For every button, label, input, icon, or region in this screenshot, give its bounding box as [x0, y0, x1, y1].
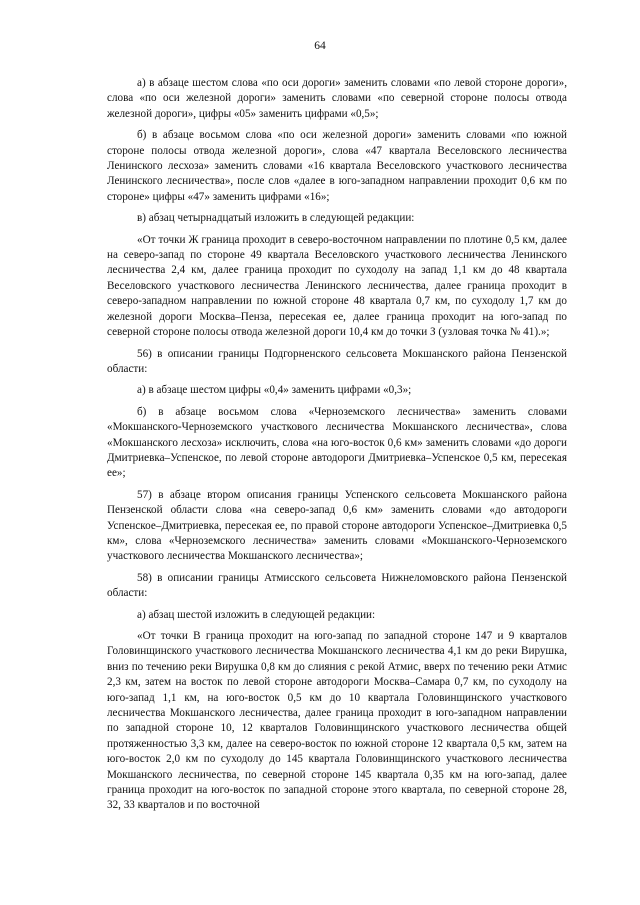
paragraph: а) абзац шестой изложить в следующей редакции:: [137, 608, 376, 621]
paragraph: б) в абзаце восьмом слова «Черноземского лесничества» заменить словами «Мокшанского-Черноземского участкового лесничества Мокшанского лесничества», слова «Мокшанского лесхоза» исключить, слова «на юго-восток 0,6 км» заменить словами «до дороги Дмитриевка–Успенское, по левой стороне автодороги Дмитриевка–Успенское 0,5 км, пересекая ее»;: [107, 405, 567, 480]
page-number: 64: [314, 40, 326, 52]
paragraph: а) в абзаце шестом цифры «0,4» заменить цифрами «0,3»;: [137, 384, 412, 397]
paragraph: 58) в описании границы Атмисского сельсовета Нижнеломовского района Пензенской области:: [107, 571, 567, 600]
paragraph: б) в абзаце восьмом слова «по оси железной дороги» заменить словами «по южной стороне полосы отвода железной дороги», слова «47 квартала Веселовского лесничества Ленинского лесхоза» заменить словами «16 квартала Веселовского участкового лесничества Ленинского лесничества», после слов «далее в юго-западном направлении проходит 0,6 км по стороне» цифры «47» заменить цифрами «16»;: [107, 129, 567, 203]
paragraph: в) абзац четырнадцатый изложить в следующей редакции:: [137, 212, 415, 225]
paragraph: «От точки В граница проходит на юго-запад по западной стороне 147 и 9 кварталов Головинщинского участкового лесничества Мокшанского лесничества 4,1 км до реки Вирушка, вниз по течению реки Вирушка 0,8 км до слияния с рекой Атмис, вверх по течению реки Атмис 2,3 км, затем на восток по левой стороне автодороги Москва–Самара 0,7 км, по суходолу на юго-запад 1,1 км, на юго-восток 0,5 км до 10 квартала Головинщинского участкового лесничества Мокшанского лесничества, далее граница проходит в юго-западном направлении по западной стороне 10, 12 кварталов Головинщинского участкового лесничества общей протяженностью 3,3 км, далее на северо-восток по южной стороне 12 квартала 0,5 км, затем на юго-восток 2,0 км по суходолу до 145 квартала Головинщинского участкового лесничества Мокшанского лесничества, по северной стороне 145 квартала 0,35 км на юго-запад, далее граница проходит на юго-восток по западной стороне этого квартала, по северной стороне 28, 32, 33 кварталов и по восточной: [107, 630, 567, 812]
paragraph: 56) в описании границы Подгорненского сельсовета Мокшанского района Пензенской области:: [107, 347, 567, 375]
document-body: [107, 76, 567, 819]
paragraph: 57) в абзаце втором описания границы Успенского сельсовета Мокшанского района Пензенской области слова «на северо-запад 0,6 км» заменить словами «до автодороги Успенское–Дмитриевка, пересекая ее, по правой стороне автодороги Успенское–Дмитриевка 0,5 км», слова «Черноземского лесничества» заменить словами «Мокшанского-Черноземского участкового лесничества Мокшанского лесничества»;: [107, 488, 567, 563]
paragraph: а) в абзаце шестом слова «по оси дороги» заменить словами «по левой стороне дороги», слова «по оси железной дороги» заменить словами «по северной стороне полосы отвода железной дороги», цифры «05» заменить цифрами «0,5»;: [107, 77, 567, 120]
paragraph: «От точки Ж граница проходит в северо-восточном направлении по плотине 0,5 км, далее на северо-запад по стороне 49 квартала Веселовского участкового лесничества Ленинского лесничества 2,4 км, далее граница проходит по суходолу на запад 1,1 км до 48 квартала Веселовского участкового лесничества Ленинского лесничества, далее граница проходит в северо-западном направлении по южной стороне 48 квартала 0,7 км, по суходолу 1,7 км до железной дороги Москва–Пенза, пересекая ее, далее граница проходит на юго-запад по северной стороне полосы отвода железной дороги 10,4 км до точки З (узловая точка № 41).»;: [107, 233, 567, 339]
